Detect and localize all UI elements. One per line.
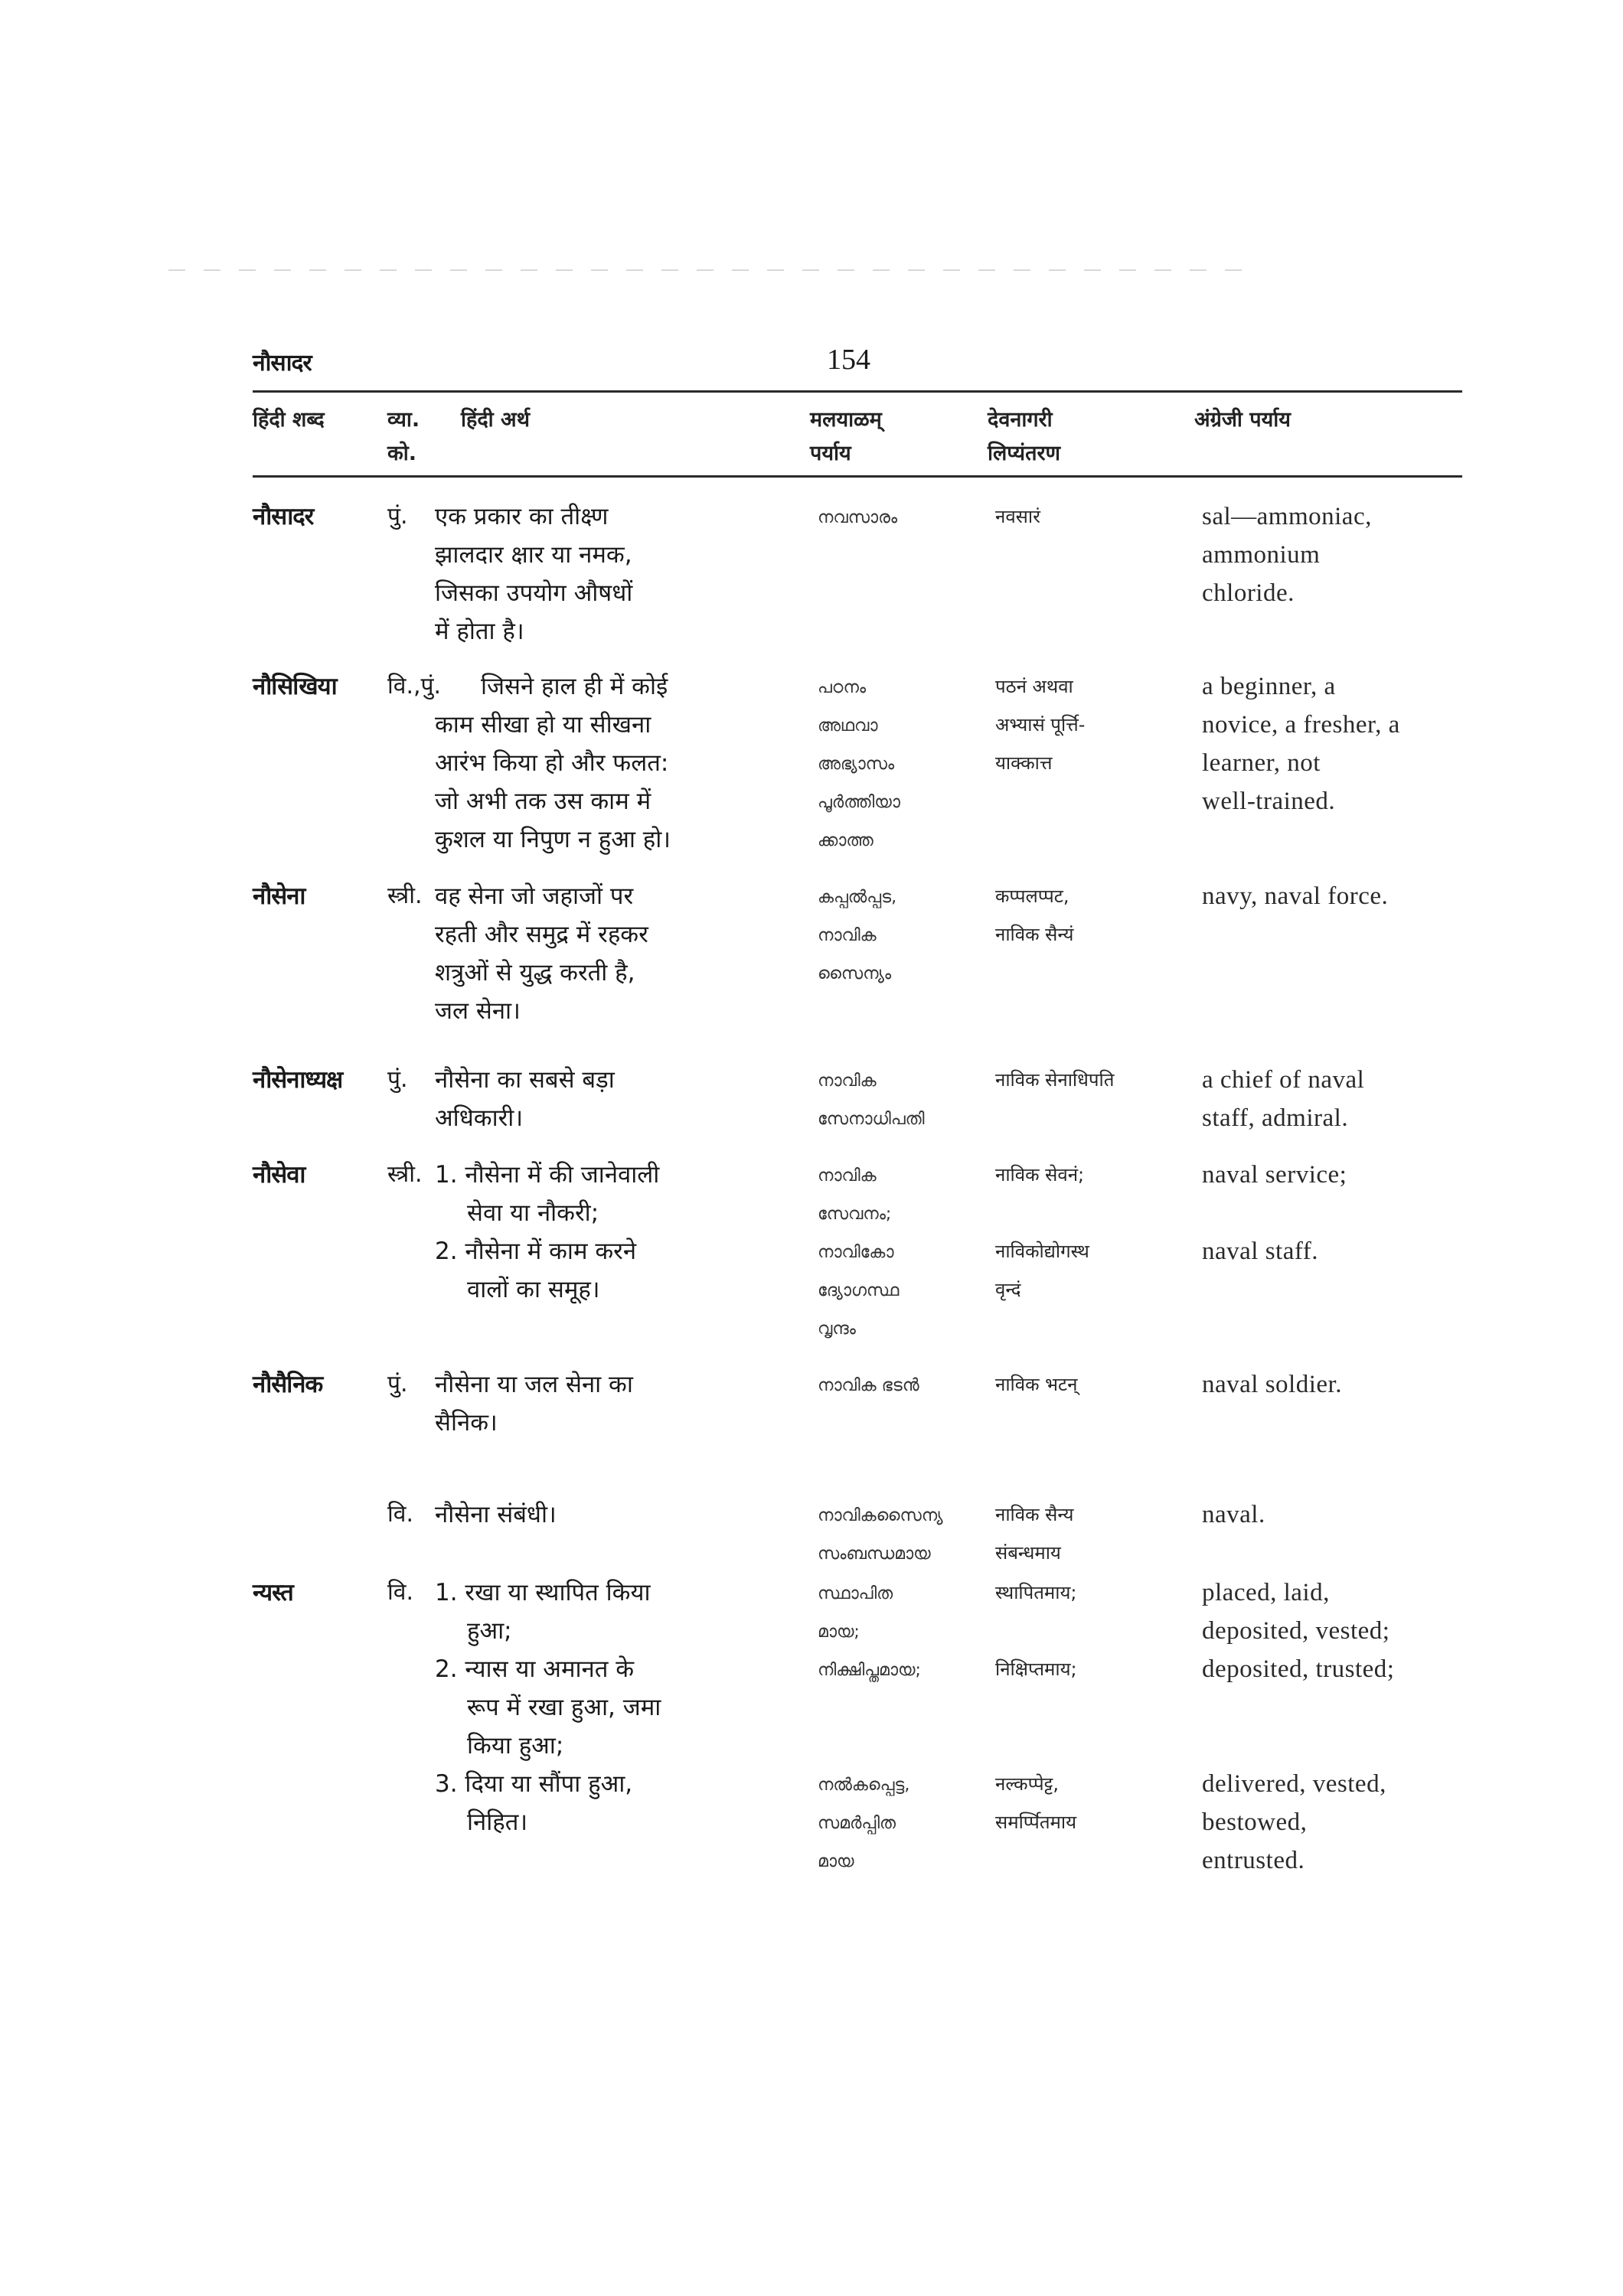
malayalam-equivalent (818, 1156, 995, 1349)
meaning-line: आरंभ किया हो और फलत: (435, 749, 669, 777)
devanagari-line: याक्कात्त (995, 752, 1053, 774)
meaning-line: नौसेना का सबसे बड़ा (435, 1066, 615, 1094)
meaning-line: में होता है। (435, 618, 524, 645)
column-header-meaning (461, 403, 530, 437)
meaning-line: रहती और समुद्र में रहकर (435, 921, 648, 948)
header-word-label: हिंदी शब्द (253, 408, 325, 432)
english-line: chloride. (1202, 579, 1295, 607)
devanagari-line: कप्पलप्पट, (995, 885, 1069, 907)
sense-2-meaning-line: वालों का समूह। (467, 1276, 600, 1303)
sense-2-meaning-line: किया हुआ; (467, 1732, 564, 1760)
malayalam-line: സേവനം; (818, 1205, 892, 1224)
meaning-line: नौसेना या जल सेना का (435, 1371, 633, 1398)
header-devanagari-line1: देवनागरी (988, 408, 1053, 432)
line-spacer (818, 1690, 995, 1728)
malayalam-line: നാവികോ (818, 1243, 894, 1262)
malayalam-equivalent (818, 1495, 995, 1574)
malayalam-line: വൃന്ദം (818, 1319, 856, 1339)
entry-gap (253, 860, 1462, 877)
hindi-meaning (435, 497, 818, 651)
grammar-label: वि.,पुं. (387, 673, 442, 700)
header-grammar-line2: को. (387, 442, 416, 465)
headword: नौसेनाध्यक्ष (253, 1066, 343, 1094)
hindi-meaning (435, 667, 818, 859)
malayalam-line: അഭ്യാസം (818, 755, 895, 774)
devanagari-line: नाविक सैन्य (995, 1504, 1074, 1525)
english-equivalent (1202, 1156, 1462, 1270)
devanagari-transliteration (995, 1495, 1202, 1572)
entry-gap (253, 1349, 1462, 1365)
malayalam-line: ദ്യോഗസ്ഥ (818, 1281, 900, 1300)
malayalam-line: നവസാരം (818, 508, 898, 527)
sense-2-meaning-line: 2. न्यास या अमानत के (435, 1655, 635, 1683)
grammar-label: पुं. (387, 503, 408, 530)
english-equivalent (1202, 1061, 1462, 1137)
english-line: bestowed, (1202, 1808, 1308, 1836)
english-line: novice, a fresher, a (1202, 711, 1400, 739)
sense-3-meaning-line: 3. दिया या सौंपा हुआ, (435, 1770, 633, 1798)
english-equivalent (1202, 1574, 1462, 1880)
entry-nausikhiya (253, 667, 1462, 860)
hindi-meaning (435, 877, 818, 1030)
headword: नौसादर (253, 503, 314, 530)
malayalam-line: നാവിക (818, 926, 877, 945)
headword: न्यस्त (253, 1579, 293, 1606)
header-english-label: अंग्रेजी पर्याय (1194, 408, 1291, 432)
english-line: naval service; (1202, 1161, 1347, 1189)
page-number: 154 (827, 344, 870, 376)
devanagari-transliteration (995, 1061, 1202, 1099)
line-spacer (995, 1194, 1202, 1232)
header-meaning-label: हिंदी अर्थ (461, 408, 530, 432)
sense-2-meaning-line: 2. नौसेना में काम करने (435, 1238, 637, 1265)
devanagari-line: वृन्दं (995, 1279, 1021, 1300)
sense-1-meaning-line: सेवा या नौकरी; (467, 1199, 599, 1227)
column-header-grammar (387, 403, 420, 471)
running-head (253, 337, 1462, 390)
header-malayalam-line2: पर्याय (810, 442, 851, 465)
entry-gap (253, 1030, 1462, 1061)
devanagari-line: नाविक सेवनं; (995, 1164, 1085, 1186)
headword: नौसेवा (253, 1161, 305, 1189)
english-line: naval. (1202, 1501, 1265, 1528)
meaning-line: अधिकारी। (435, 1104, 524, 1132)
meaning-line: शत्रुओं से युद्ध करती है, (435, 959, 635, 987)
malayalam-line: സ്ഥാപിത (818, 1584, 893, 1603)
english-line: staff, admiral. (1202, 1104, 1349, 1132)
devanagari-line: निक्षिप्तमाय; (995, 1658, 1077, 1680)
hindi-meaning (435, 1574, 818, 1841)
entry-nausainik (253, 1365, 1462, 1442)
devanagari-transliteration (995, 497, 1202, 536)
headword: नौसैनिक (253, 1371, 323, 1398)
malayalam-line: പൂർത്തിയാ (818, 793, 900, 812)
devanagari-line: नाविकोद्योगस्थ (995, 1241, 1089, 1262)
devanagari-line: अभ्यासं पूर्त्ति- (995, 714, 1086, 735)
malayalam-line: നാവിക ഭടൻ (818, 1376, 919, 1395)
english-line: well-trained. (1202, 788, 1336, 815)
english-line: a beginner, a (1202, 673, 1336, 700)
english-equivalent (1202, 877, 1462, 915)
meaning-line: जिसका उपयोग औषधों (435, 579, 633, 607)
grammar-label: पुं. (387, 1371, 408, 1397)
malayalam-line: സൈന്യം (818, 964, 892, 983)
grammar-label: वि. (387, 1579, 413, 1606)
hindi-meaning (435, 1495, 818, 1534)
line-spacer (1202, 1688, 1462, 1727)
english-line: learner, not (1202, 749, 1321, 777)
grammar-label: स्त्री. (387, 882, 423, 909)
malayalam-line: മായ; (818, 1623, 860, 1642)
malayalam-line: പഠനം (818, 678, 867, 697)
malayalam-line: നിക്ഷിപ്തമായ; (818, 1661, 921, 1680)
devanagari-line: संबन्धमाय (995, 1542, 1061, 1564)
english-line: ammonium (1202, 541, 1321, 569)
meaning-line: एक प्रकार का तीक्ष्ण (435, 503, 609, 530)
hindi-meaning (435, 1061, 818, 1137)
sense-1-meaning-line: 1. रखा या स्थापित किया (435, 1579, 651, 1606)
headword: नौसेना (253, 882, 305, 910)
sense-1-meaning-line: हुआ; (467, 1617, 512, 1645)
devanagari-line: नाविक सैन्यं (995, 924, 1074, 945)
malayalam-equivalent (818, 1365, 995, 1405)
malayalam-line: സമർപ്പിത (818, 1814, 896, 1833)
entry-nausena (253, 877, 1462, 1030)
column-header-malayalam (810, 403, 882, 471)
english-equivalent (1202, 1365, 1462, 1404)
devanagari-transliteration (995, 1574, 1202, 1841)
malayalam-line: കപ്പൽപ്പട, (818, 888, 897, 907)
header-malayalam-line1: मलयाळम् (810, 408, 882, 432)
column-header-row (253, 393, 1462, 475)
entry-nausainik-adjective (253, 1495, 1462, 1574)
header-devanagari-line2: लिप्यंतरण (988, 442, 1061, 465)
malayalam-line: നാവികസൈന്യ (818, 1506, 943, 1525)
line-spacer (1202, 1194, 1462, 1232)
line-spacer (995, 1688, 1202, 1727)
entry-gap (253, 1442, 1462, 1495)
devanagari-line: नल्कप्पेट्ट, (995, 1773, 1059, 1795)
malayalam-equivalent (818, 1061, 995, 1139)
sense-1-meaning-line: 1. नौसेना में की जानेवाली (435, 1161, 660, 1189)
meaning-line: जल सेना। (435, 997, 521, 1025)
meaning-line: वह सेना जो जहाजों पर (435, 882, 634, 910)
grammar-label: स्त्री. (387, 1161, 423, 1188)
grammar-label: वि. (387, 1501, 413, 1528)
english-line: navy, naval force. (1202, 882, 1389, 910)
malayalam-line: മായ (818, 1852, 854, 1871)
line-spacer (995, 1727, 1202, 1765)
devanagari-line: नवसारं (995, 506, 1040, 527)
entry-nausadar (253, 497, 1462, 651)
devanagari-line: पठनं अथवा (995, 676, 1073, 697)
malayalam-equivalent (818, 667, 995, 860)
english-equivalent (1202, 667, 1462, 820)
entry-gap (253, 651, 1462, 667)
english-line: a chief of naval (1202, 1066, 1365, 1094)
column-header-word (253, 403, 325, 437)
malayalam-line: സംബന്ധമായ (818, 1544, 931, 1564)
column-header-english (1194, 403, 1291, 437)
malayalam-equivalent (818, 877, 995, 993)
line-spacer (818, 1728, 995, 1766)
english-equivalent (1202, 1495, 1462, 1534)
sense-2-meaning-line: रूप में रखा हुआ, जमा (467, 1694, 661, 1721)
devanagari-transliteration (995, 1365, 1202, 1404)
meaning-line: कुशल या निपुण न हुआ हो। (435, 826, 671, 853)
column-header-devanagari (988, 403, 1060, 471)
header-grammar-line1: व्या. (387, 408, 420, 432)
meaning-line: जो अभी तक उस काम में (435, 788, 651, 815)
english-line: deposited, vested; (1202, 1617, 1390, 1645)
english-line: deposited, trusted; (1202, 1655, 1395, 1683)
malayalam-equivalent (818, 497, 995, 537)
grammar-label: पुं. (387, 1066, 408, 1093)
malayalam-line: അഥവാ (818, 716, 878, 735)
hindi-meaning (435, 1365, 818, 1442)
english-line: entrusted. (1202, 1847, 1305, 1874)
malayalam-line: നാവിക (818, 1071, 877, 1091)
entry-nauseva (253, 1156, 1462, 1349)
meaning-line: झालदार क्षार या नमक, (435, 541, 632, 569)
malayalam-line: നൽകപ്പെട്ട, (818, 1776, 910, 1795)
line-spacer (995, 1612, 1202, 1650)
entry-nyast (253, 1574, 1462, 1881)
scan-artifact-line (168, 269, 1256, 271)
devanagari-transliteration (995, 877, 1202, 954)
sense-3-meaning-line: निहित। (467, 1808, 528, 1836)
devanagari-line: नाविक सेनाधिपति (995, 1069, 1115, 1091)
devanagari-transliteration (995, 667, 1202, 782)
hindi-meaning (435, 1156, 818, 1309)
guide-word: नौसादर (253, 350, 312, 377)
meaning-line: सैनिक। (435, 1409, 498, 1437)
malayalam-line: നാവിക (818, 1166, 877, 1186)
meaning-line: नौसेना संबंधी। (435, 1501, 557, 1528)
english-line: sal—ammoniac, (1202, 503, 1372, 530)
entry-gap (253, 1139, 1462, 1156)
english-line: naval staff. (1202, 1238, 1319, 1265)
english-line: placed, laid, (1202, 1579, 1330, 1606)
malayalam-line: ക്കാത്ത (818, 831, 874, 850)
english-equivalent (1202, 497, 1462, 612)
devanagari-transliteration (995, 1156, 1202, 1309)
english-line: delivered, vested, (1202, 1770, 1386, 1798)
devanagari-line: स्थापितमाय; (995, 1582, 1077, 1603)
meaning-line: काम सीखा हो या सीखना (435, 711, 651, 739)
entry-nausenadhyaksh (253, 1061, 1462, 1139)
english-line: naval soldier. (1202, 1371, 1342, 1398)
meaning-line: जिसने हाल ही में कोई (481, 673, 668, 700)
entries-list (253, 478, 1462, 1881)
malayalam-equivalent (818, 1574, 995, 1881)
malayalam-line: സേനാധിപതി (818, 1110, 925, 1129)
headword: नौसिखिया (253, 673, 337, 700)
devanagari-line: समर्प्पितमाय (995, 1812, 1076, 1833)
dictionary-page (253, 337, 1462, 1881)
line-spacer (1202, 1727, 1462, 1765)
devanagari-line: नाविक भटन् (995, 1374, 1078, 1395)
